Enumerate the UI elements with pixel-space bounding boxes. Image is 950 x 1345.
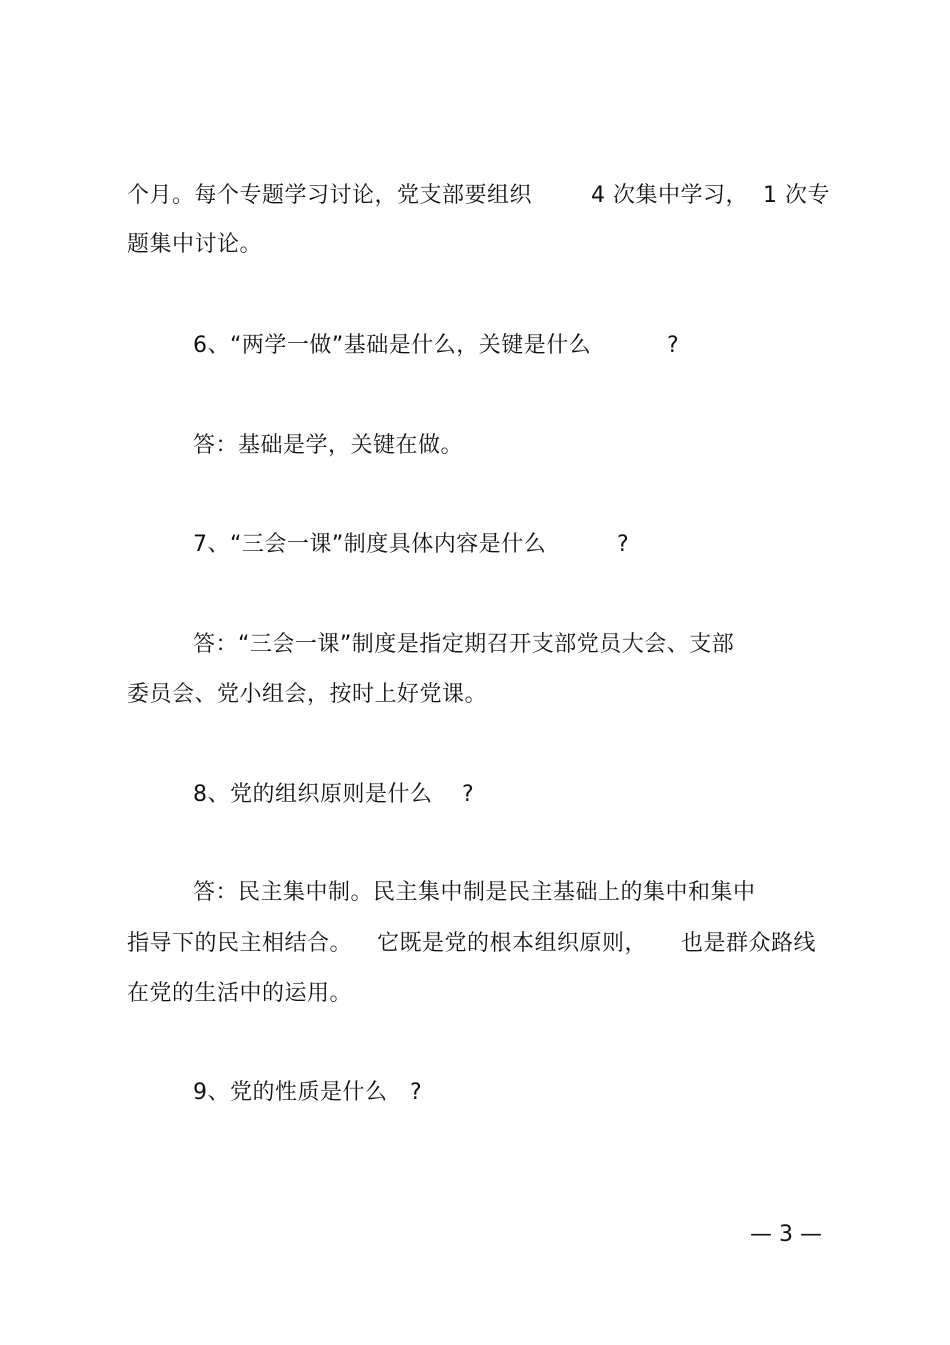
paragraph-line: 1 次专	[763, 183, 830, 208]
answer-line: 在党的生活中的运用。	[127, 981, 353, 1006]
question-mark: ?	[462, 782, 475, 807]
question-mark: ?	[667, 333, 680, 358]
question-heading: 7、“三会一课”制度具体内容是什么	[193, 532, 547, 557]
answer-line: 答：“三会一课”制度是指定期召开支部党员大会、支部	[193, 632, 735, 657]
answer-line: 也是群众路线	[681, 931, 817, 956]
answer-line: 指导下的民主相结合。	[127, 931, 353, 956]
paragraph-line: 题集中讨论。	[127, 232, 263, 257]
answer-line: 答：基础是学，关键在做。	[193, 433, 464, 458]
paragraph-line: 4 次集中学习，	[591, 183, 748, 208]
question-heading: 8、党的组织原则是什么	[193, 782, 433, 807]
question-mark: ?	[617, 532, 630, 557]
question-heading: 9、党的性质是什么	[193, 1080, 388, 1105]
question-heading: 6、“两学一做”基础是什么，关键是什么	[193, 333, 592, 358]
question-mark: ?	[410, 1080, 423, 1105]
answer-line: 它既是党的根本组织原则，	[377, 931, 648, 956]
paragraph-line: 个月。每个专题学习讨论，党支部要组织	[127, 183, 533, 208]
answer-line: 答：民主集中制。民主集中制是民主基础上的集中和集中	[193, 880, 756, 905]
page-number: — 3 —	[750, 1222, 822, 1247]
answer-line: 委员会、党小组会，按时上好党课。	[127, 682, 488, 707]
